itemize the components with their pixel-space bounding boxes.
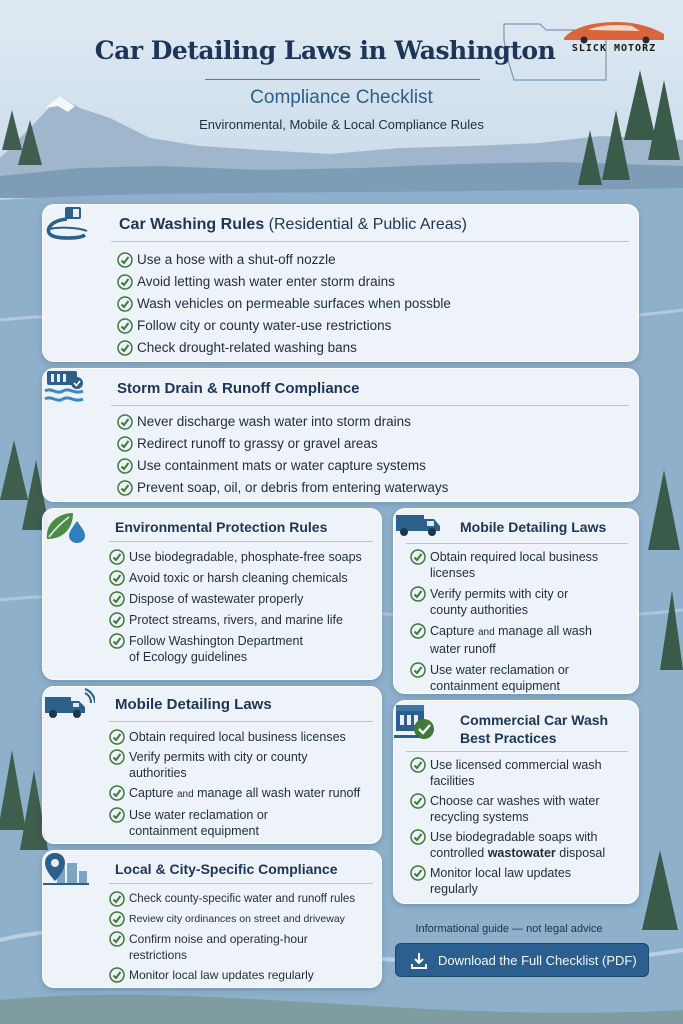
- list-item: Wash vehicles on permeable surfaces when possble: [117, 293, 617, 315]
- check-circle-icon: [117, 414, 133, 430]
- page-subtitle: Compliance Checklist: [250, 87, 433, 108]
- disclaimer-note: Informational guide — not legal advice: [415, 923, 603, 935]
- list-item: Redirect runoff to grassy or gravel areas: [117, 433, 617, 455]
- card-local-city-compliance: [42, 850, 382, 988]
- check-circle-icon: [109, 549, 125, 565]
- check-circle-icon: [109, 807, 125, 823]
- card-title-suffix: (Residential & Public Areas): [268, 216, 467, 233]
- check-circle-icon: [117, 458, 133, 474]
- card-mobile-detailing-laws-left: [42, 686, 382, 844]
- list-item: Choose car washes with water recycling systems: [410, 793, 636, 825]
- check-circle-icon: [117, 480, 133, 496]
- list-item: Use licensed commercial wash facilities: [410, 757, 636, 789]
- card-mobile-detailing-laws-right: [393, 508, 639, 694]
- check-circle-icon: [109, 633, 125, 649]
- storm-drain-icon: [43, 369, 85, 407]
- check-circle-icon: [410, 757, 426, 773]
- check-circle-icon: [109, 591, 125, 607]
- download-icon: [410, 952, 428, 970]
- card-divider: [406, 543, 628, 544]
- check-circle-icon: [109, 967, 125, 983]
- check-circle-icon: [109, 785, 125, 801]
- check-circle-icon: [410, 829, 426, 845]
- card-title: Car Washing Rules: [119, 216, 265, 233]
- card-divider: [111, 405, 629, 406]
- check-circle-icon: [117, 318, 133, 334]
- card-title: Environmental Protection Rules: [115, 519, 328, 535]
- card-storm-drain-compliance: [42, 368, 639, 502]
- download-button-label: Download the Full Checklist (PDF): [438, 953, 637, 968]
- check-circle-icon: [109, 570, 125, 586]
- checklist: [117, 249, 617, 359]
- list-item: Use a hose with a shut-off nozzle: [117, 249, 617, 271]
- list-item: Use containment mats or water capture systems: [117, 455, 617, 477]
- check-circle-icon: [410, 793, 426, 809]
- list-item: Use water reclamation or containment equipment: [109, 807, 381, 839]
- list-item: Verify permits with city or county authorities: [109, 749, 381, 781]
- card-title: Mobile Detailing Laws: [115, 696, 272, 713]
- checklist: [117, 411, 617, 499]
- check-circle-icon: [410, 865, 426, 881]
- list-item: Capture and manage all wash water runoff: [410, 623, 634, 657]
- list-item: Use water reclamation or containment equipment: [410, 662, 634, 694]
- list-item: Dispose of wastewater properly: [109, 589, 379, 610]
- page-title: Car Detailing Laws in Washington: [94, 36, 556, 65]
- check-circle-icon: [410, 549, 426, 565]
- brand-name: SLICK MOTORZ: [571, 43, 657, 54]
- check-circle-icon: [117, 274, 133, 290]
- checklist: [410, 757, 636, 897]
- page-tagline: Environmental, Mobile & Local Compliance Rules: [199, 117, 484, 132]
- check-circle-icon: [410, 662, 426, 678]
- list-item: Check county-specific water and runoff rules: [109, 891, 381, 907]
- sports-car-logo-icon: [558, 18, 670, 44]
- list-item: Monitor local law updates regularly: [109, 967, 381, 983]
- card-title: [460, 711, 608, 747]
- header: [0, 0, 683, 150]
- card-divider: [109, 883, 373, 884]
- list-item: Never discharge wash water into storm drains: [117, 411, 617, 433]
- card-title: Mobile Detailing Laws: [460, 519, 607, 535]
- card-title-line1: Commercial Car Wash: [460, 712, 609, 728]
- card-title: Storm Drain & Runoff Compliance: [117, 380, 360, 397]
- list-item: Capture and manage all wash water runoff: [109, 785, 381, 803]
- list-item: Monitor local law updates regularly: [410, 865, 636, 897]
- list-item: Check drought-related washing bans: [117, 337, 617, 359]
- check-circle-icon: [117, 340, 133, 356]
- check-circle-icon: [109, 931, 125, 947]
- car-wash-hose-icon: [43, 205, 89, 243]
- checklist: [109, 729, 381, 839]
- list-item: Obtain required local business licenses: [109, 729, 381, 745]
- title-divider: [205, 79, 480, 80]
- check-circle-icon: [109, 729, 125, 745]
- card-commercial-car-wash: [393, 700, 639, 904]
- checklist: [109, 547, 379, 665]
- card-divider: [111, 241, 629, 242]
- list-item: Confirm noise and operating-hour restrictions: [109, 931, 381, 963]
- card-divider: [406, 751, 628, 752]
- check-circle-icon: [410, 586, 426, 602]
- leaf-water-drop-icon: [43, 509, 87, 545]
- card-title-line2: Best Practices: [460, 730, 557, 746]
- van-signal-icon: [43, 687, 95, 721]
- card-environmental-protection: [42, 508, 382, 680]
- brand-logo: [558, 18, 670, 58]
- list-item: Protect streams, rivers, and marine life: [109, 610, 379, 631]
- list-item: Follow city or county water-use restrictions: [117, 315, 617, 337]
- card-car-washing-rules: [42, 204, 639, 362]
- download-checklist-button[interactable]: [395, 943, 649, 977]
- list-item: Avoid toxic or harsh cleaning chemicals: [109, 568, 379, 589]
- check-circle-icon: [117, 252, 133, 268]
- check-circle-icon: [109, 612, 125, 628]
- checklist: [410, 549, 634, 694]
- list-item: Prevent soap, oil, or debris from entering waterways: [117, 477, 617, 499]
- check-circle-icon: [410, 623, 426, 639]
- check-circle-icon: [117, 436, 133, 452]
- check-circle-icon: [117, 296, 133, 312]
- list-item: Review city ordinances on street and driveway: [109, 911, 381, 927]
- card-divider: [109, 721, 373, 722]
- list-item: Use biodegradable, phosphate-free soaps: [109, 547, 379, 568]
- list-item: Verify permits with city or county authorities: [410, 586, 634, 618]
- location-pin-city-icon: [43, 851, 89, 887]
- check-circle-icon: [109, 749, 125, 765]
- car-wash-building-check-icon: [394, 701, 436, 741]
- list-item: Follow Washington Department of Ecology guidelines: [109, 631, 379, 665]
- list-item: Use biodegradable soaps with controlled wastowater disposal: [410, 829, 636, 861]
- check-circle-icon: [109, 911, 125, 927]
- van-icon: [394, 509, 442, 539]
- card-title: Local & City-Specific Compliance: [115, 861, 338, 877]
- card-divider: [109, 541, 373, 542]
- check-circle-icon: [109, 891, 125, 907]
- checklist: [109, 891, 381, 983]
- list-item: Obtain required local business licenses: [410, 549, 634, 581]
- list-item: Avoid letting wash water enter storm drains: [117, 271, 617, 293]
